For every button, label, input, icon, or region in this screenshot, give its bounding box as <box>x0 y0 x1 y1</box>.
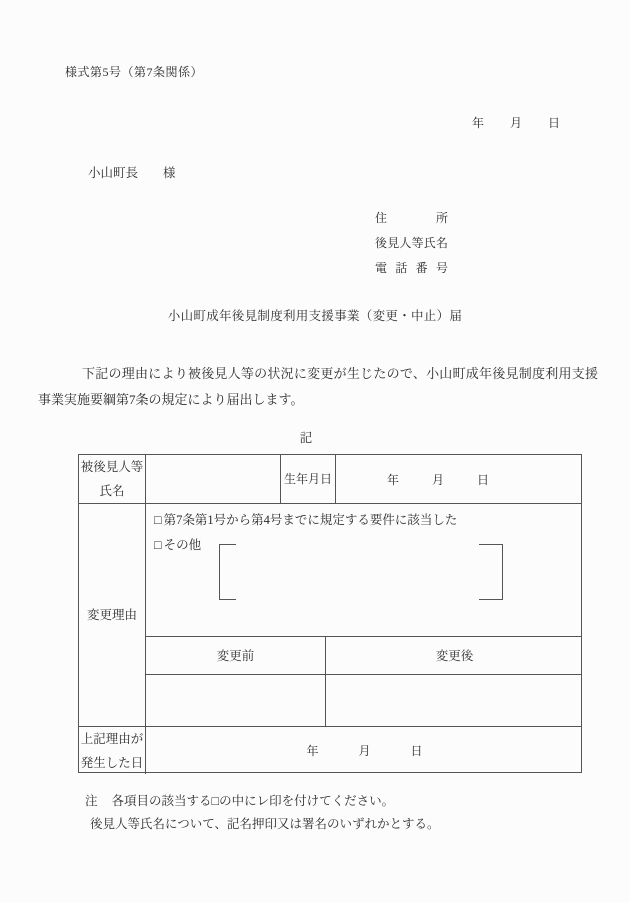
honorific: 様 <box>163 166 176 180</box>
date-day-label: 日 <box>477 472 490 487</box>
reason-option2-label: その他 <box>163 538 202 552</box>
date-month-label: 月 <box>358 744 371 758</box>
left-bracket <box>219 544 236 600</box>
date-day-label: 日 <box>410 744 423 758</box>
date-day-label: 日 <box>548 116 561 130</box>
birth-date-label-cell: 生年月日 <box>283 472 332 486</box>
ki-heading: 記 <box>299 431 313 445</box>
ward-name-value-cell <box>146 455 280 503</box>
reason-label-cell: 変更理由 <box>86 608 137 622</box>
date-month-label: 月 <box>510 116 523 130</box>
sender-block <box>375 206 448 281</box>
right-bracket <box>479 544 503 600</box>
form-table <box>78 454 582 773</box>
sender-address-label: 住所 <box>375 211 448 225</box>
after-label-cell: 変更後 <box>435 648 474 663</box>
sender-guardian-name-label: 後見人等氏名 <box>375 236 448 250</box>
reason-option1-row <box>154 512 457 529</box>
addressee-row <box>88 163 176 181</box>
checkbox-icon: □ <box>154 513 162 527</box>
reason-option2-row <box>154 537 201 554</box>
reason-option1-label: 第7条第1号から第4号までに規定する要件に該当した <box>163 513 458 527</box>
addressee: 小山町長 <box>88 166 139 180</box>
document-title: 小山町成年後見制度利用支援事業（変更・中止）届 <box>167 309 463 323</box>
occurred-date-value-cell <box>146 727 583 774</box>
note2-text: 後見人等氏名について、記名押印又は署名のいずれかとする。 <box>90 817 440 831</box>
date-month-label: 月 <box>432 472 445 487</box>
top-date-line <box>472 114 560 131</box>
occurred-date-label-cell: 上記理由が発生した日 <box>80 731 144 770</box>
sender-phone-label: 電話番号 <box>375 261 448 275</box>
note1-text: 各項目の該当する□の中にレ印を付けてください。 <box>111 794 395 808</box>
ward-name-label-cell: 被後見人等氏名 <box>80 460 144 498</box>
date-year-label: 年 <box>306 744 319 758</box>
form-number: 様式第5号（第7条関係） <box>65 65 204 79</box>
note-prefix: 注 <box>85 794 98 808</box>
date-year-label: 年 <box>472 116 485 130</box>
body-paragraph: 下記の理由により被後見人等の状況に変更が生じたので、小山町成年後見制度利用支援事業実施要綱第7条の規定により届出します。 <box>38 366 598 407</box>
note-line1 <box>85 791 394 809</box>
before-value-cell <box>146 675 325 726</box>
birth-date-value-cell <box>336 455 583 503</box>
checkbox-icon: □ <box>154 538 162 552</box>
reason-checkbox-area <box>146 504 583 636</box>
before-label-cell: 変更前 <box>216 648 255 663</box>
after-value-cell <box>326 675 583 726</box>
date-year-label: 年 <box>387 472 400 487</box>
